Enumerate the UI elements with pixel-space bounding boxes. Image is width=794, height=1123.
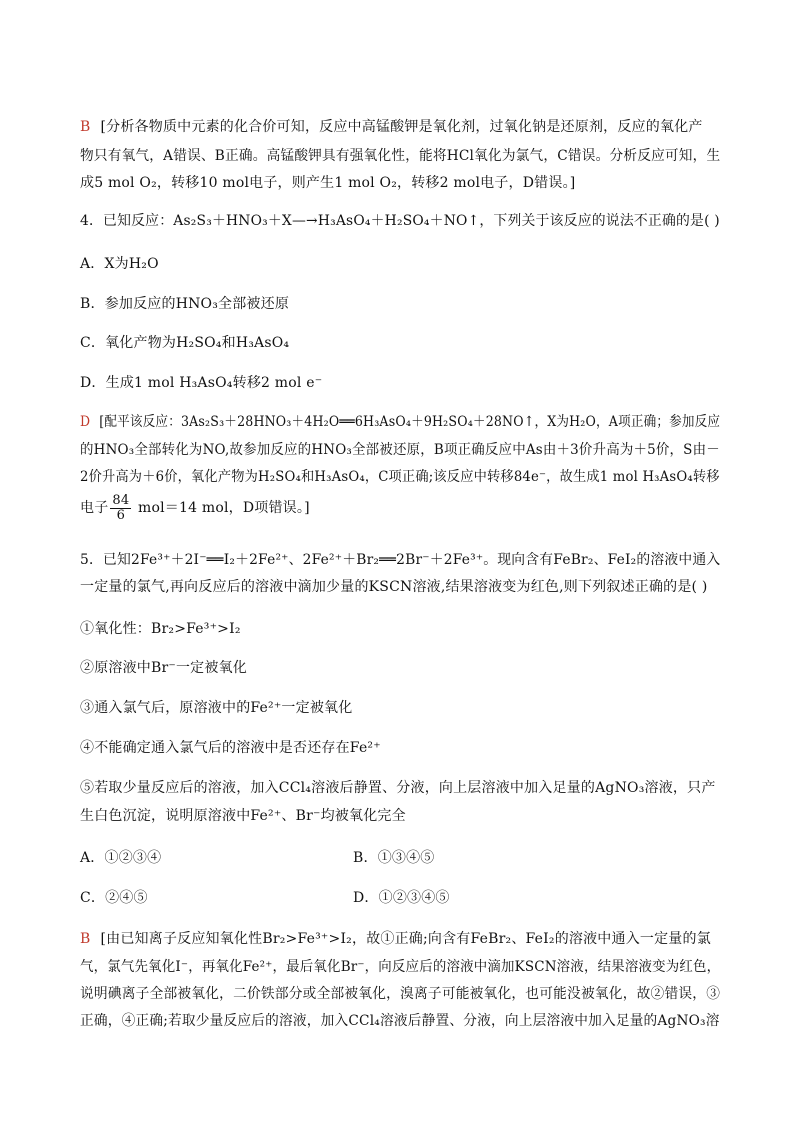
q4-answer-line-4 [80, 493, 720, 523]
q4-stem: 4．已知反应：As₂S₃＋HNO₃＋X—→H₃AsO₄＋H₂SO₄＋NO↑，下列关于该反应的说法不正确的是( ) [80, 213, 720, 229]
q4-option-a: A．X为H₂O [80, 256, 159, 272]
q5-statement-5b: 生白色沉淀，说明原溶液中Fe²⁺、Br⁻均被氧化完全 [80, 808, 406, 824]
q4-answer-letter: D [80, 414, 91, 430]
q4-answer-text-1: [配平该反应：3As₂S₃＋28HNO₃＋4H₂O══6H₃AsO₄＋9H₂SO₄＋28NO↑，X为H₂O，A项正确；参加反应 [99, 414, 721, 430]
fraction [110, 494, 131, 523]
q5-statement-4: ④不能确定通入氯气后的溶液中是否还存在Fe²⁺ [80, 740, 381, 756]
q5-option-c: C．②④⑤ [80, 890, 148, 906]
q5-answer-line-3: 说明碘离子全部被氧化，二价铁部分或全部被氧化，溴离子可能被氧化，也可能没被氧化，故②错误，③ [80, 986, 721, 1002]
q5-statement-1: ①氧化性：Br₂>Fe³⁺>I₂ [80, 621, 241, 637]
q5-option-d: D．①②③④⑤ [353, 890, 450, 906]
q5-answer-line-1 [80, 930, 720, 948]
q5-statement-3: ③通入氯气后，原溶液中的Fe²⁺一定被氧化 [80, 700, 353, 716]
q5-answer-text-1: [由已知离子反应知氧化性Br₂>Fe³⁺>I₂，故①正确;向含有FeBr₂、FeI₂的溶液中通入一定量的氯 [100, 931, 711, 947]
q3-answer-letter: B [80, 119, 91, 135]
fraction-numerator: 84 [112, 492, 130, 508]
q4-option-d: D．生成1 mol H₃AsO₄转移2 mol e⁻ [80, 375, 323, 391]
q4-option-c: C．氧化产物为H₂SO₄和H₃AsO₄ [80, 335, 290, 351]
q4-answer-line4-post: mol＝14 mol，D项错误。] [138, 500, 310, 516]
q5-answer-line-2: 气，氯气先氧化I⁻，再氧化Fe²⁺，最后氧化Br⁻，向反应后的溶液中滴加KSCN溶液，结果溶液变为红色， [80, 959, 721, 975]
q5-statement-5a: ⑤若取少量反应后的溶液，加入CCl₄溶液后静置、分液，向上层溶液中加入足量的AgNO₃溶液，只产 [80, 780, 716, 796]
q4-answer-line-3: 2价升高为＋6价，氧化产物为H₂SO₄和H₃AsO₄，C项正确;该反应中转移84e⁻，故生成1 mol H₃AsO₄转移 [80, 469, 720, 485]
q3-answer-line-1 [80, 118, 720, 136]
q3-answer-text-1: [分析各物质中元素的化合价可知，反应中高锰酸钾是氧化剂，过氧化钠是还原剂，反应的氧化产 [100, 119, 703, 135]
q5-option-a: A．①②③④ [80, 850, 162, 866]
q4-option-b: B．参加反应的HNO₃全部被还原 [80, 296, 290, 312]
q3-answer-line-3: 成5 mol O₂，转移10 mol电子，则产生1 mol O₂，转移2 mol电子，D错误。] [80, 175, 576, 191]
q5-stem-2: 一定量的氯气,再向反应后的溶液中滴加少量的KSCN溶液,结果溶液变为红色,则下列叙述正确的是( ) [80, 579, 708, 595]
q4-answer-line-2: 的HNO₃全部转化为NO,故参加反应的HNO₃全部被还原，B项正确反应中As由＋3价升高为＋5价，S由－ [80, 442, 720, 458]
q3-answer-line-2: 物只有氧气，A错误、B正确。高锰酸钾具有强氧化性，能将HCl氧化为氯气，C错误。分析反应可知，生 [80, 148, 721, 164]
q5-answer-letter: B [80, 931, 91, 947]
q4-answer-line4-pre: 电子 [80, 500, 109, 516]
q5-stem-1: 5．已知2Fe³⁺＋2I⁻══I₂＋2Fe²⁺、2Fe²⁺＋Br₂══2Br⁻＋2Fe³⁺。现向含有FeBr₂、FeI₂的溶液中通入 [80, 552, 721, 568]
fraction-denominator: 6 [116, 507, 126, 523]
q5-answer-line-4: 正确，④正确;若取少量反应后的溶液，加入CCl₄溶液后静置、分液，向上层溶液中加入足量的AgNO₃溶 [80, 1013, 720, 1029]
q5-statement-2: ②原溶液中Br⁻一定被氧化 [80, 660, 247, 676]
q5-option-b: B．①③④⑤ [353, 850, 435, 866]
q4-answer-line-1 [80, 413, 721, 431]
